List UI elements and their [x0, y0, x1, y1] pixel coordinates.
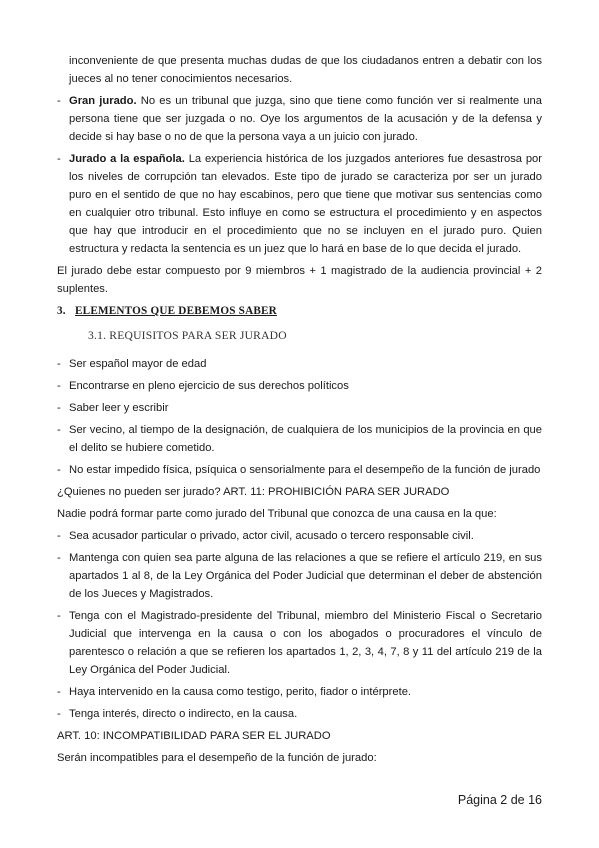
incompatibles-line: Serán incompatibles para el desempeño de la función de jurado: — [57, 752, 377, 764]
bullet-dash: - — [57, 552, 61, 564]
list-item-text: Tenga interés, directo o indirecto, en la causa. — [69, 708, 298, 720]
list-item — [57, 549, 542, 603]
requisitos-list — [57, 355, 542, 479]
list-item-text: Tenga con el Magistrado-presidente del Tribunal, miembro del Ministerio Fiscal o Secretario Judicial que intervenga en la causa o con los abogados o procuradores el vínculo de parentesco o relación a que se refieren los apartados 1, 2, 3, 4, 7, 8 y 11 del artículo 219 de la Ley Orgánica del Poder Judicial. — [69, 610, 542, 676]
list-item — [57, 527, 542, 545]
list-item — [57, 607, 542, 679]
composicion-paragraph: El jurado debe estar compuesto por 9 miembros + 1 magistrado de la audiencia provincial + 2 suplentes. — [57, 265, 542, 295]
section-number: 3. — [57, 305, 66, 317]
bullet-dash: - — [57, 610, 61, 622]
bullet-dash: - — [57, 686, 61, 698]
list-item — [57, 705, 542, 723]
list-item — [57, 399, 542, 417]
bullet-dash: - — [57, 153, 61, 165]
bullet-dash: - — [57, 708, 61, 720]
jurado-espanola-text: La experiencia histórica de los juzgados anteriores fue desastrosa por los niveles de corrupción tan elevados. Este tipo de jurado se caracteriza por ser un jurado puro en el sentido de que no hay escabinos, pero que tiene que motivar sus sentencias como en cualquier otro tribunal. Esto influye en como se estructura el procedimiento y en aspectos que hay que introducir en el procedimiento que no se incluyen en el jurado puro. Quien estructura y redacta la sentencia es un juez que lo hará en base de lo que decida el jurado. — [69, 153, 542, 255]
list-item-text: Haya intervenido en la causa como testigo, perito, fiador o intérprete. — [69, 686, 412, 698]
pregunta-line: ¿Quienes no pueden ser jurado? ART. 11: PROHIBICIÓN PARA SER JURADO — [57, 486, 450, 498]
list-item — [57, 461, 542, 479]
gran-jurado-text: No es un tribunal que juzga, sino que tiene como función ver si realmente una persona tiene que ser juzgada o no. Oye los argumentos de la acusación y de la defensa y decide si hay base o no de que la persona vaya a un juicio con jurado. — [69, 95, 543, 143]
list-item — [57, 377, 542, 395]
list-item-text: Encontrarse en pleno ejercicio de sus derechos políticos — [69, 380, 349, 392]
list-item-text: No estar impedido física, psíquica o sensorialmente para el desempeño de la función de jurado — [69, 464, 541, 476]
prohibiciones-list — [57, 527, 542, 723]
gran-jurado-title: Gran jurado. — [69, 95, 137, 107]
list-item-text: Ser vecino, al tiempo de la designación, de cualquiera de los municipios de la provincia en que el delito se hubiere cometido. — [69, 424, 542, 454]
jurado-espanola-title: Jurado a la española. — [69, 153, 185, 165]
page-number-footer: Página 2 de 16 — [457, 793, 542, 807]
list-item — [57, 355, 542, 373]
bullet-dash: - — [57, 358, 61, 370]
list-item — [57, 421, 542, 457]
subsection-heading: 3.1. REQUISITOS PARA SER JURADO — [88, 329, 287, 342]
art10-line: ART. 10: INCOMPATIBILIDAD PARA SER EL JURADO — [57, 730, 331, 742]
section-heading — [57, 302, 542, 320]
nadie-line: Nadie podrá formar parte como jurado del Tribunal que conozca de una causa en la que: — [57, 508, 497, 520]
list-item-text: Ser español mayor de edad — [69, 358, 207, 370]
bullet-dash: - — [57, 380, 61, 392]
section-title: ELEMENTOS QUE DEBEMOS SABER — [75, 305, 277, 317]
continuation-paragraph: inconveniente de que presenta muchas dudas de que los ciudadanos entren a debatir con los jueces al no tener conocimientos necesarios. — [69, 55, 542, 85]
bullet-dash: - — [57, 464, 61, 476]
list-item-text: Saber leer y escribir — [69, 402, 169, 414]
jurado-espanola-item — [57, 150, 542, 258]
page-content — [57, 52, 542, 771]
list-item — [57, 683, 542, 701]
bullet-dash: - — [57, 402, 61, 414]
gran-jurado-item — [57, 92, 542, 146]
list-item-text: Mantenga con quien sea parte alguna de las relaciones a que se refiere el artículo 219, en sus apartados 1 al 8, de la Ley Orgánica del Poder Judicial que determinan el deber de abstención de los Jueces y Magistrados. — [69, 552, 542, 600]
bullet-dash: - — [57, 530, 61, 542]
list-item-text: Sea acusador particular o privado, actor civil, acusado o tercero responsable civil. — [69, 530, 474, 542]
bullet-dash: - — [57, 424, 61, 436]
bullet-dash: - — [57, 95, 61, 107]
